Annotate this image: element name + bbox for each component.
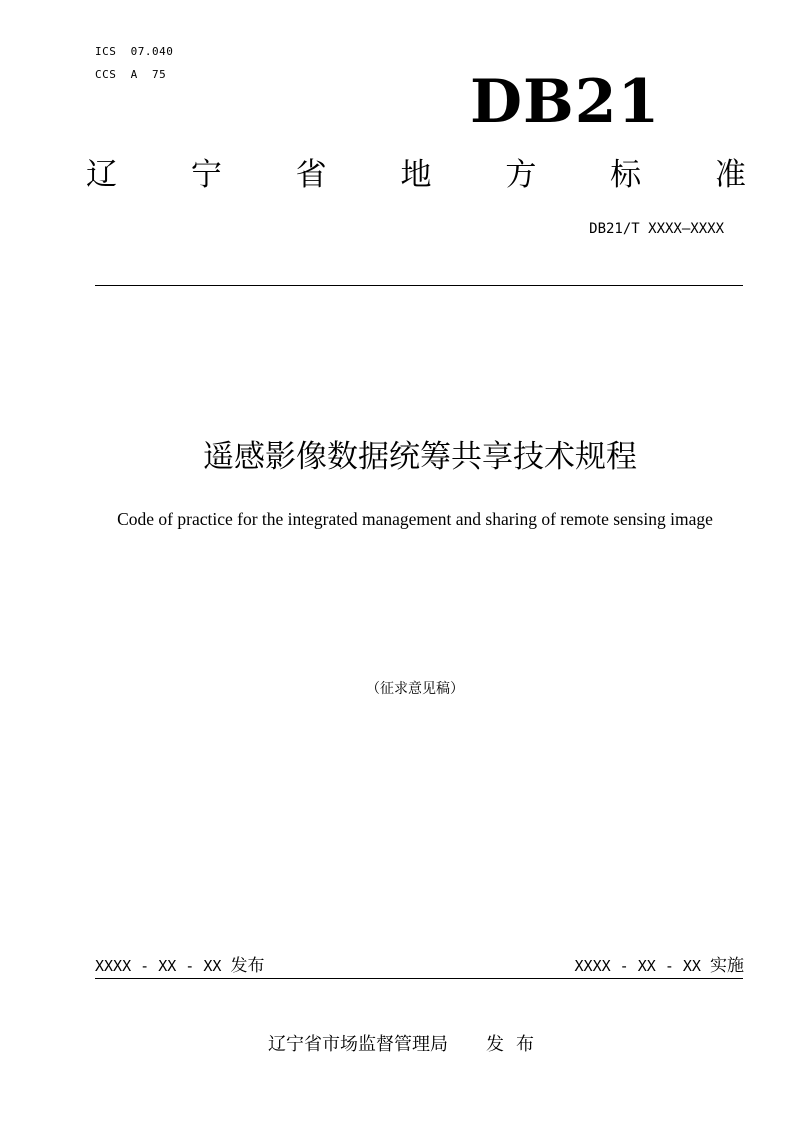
issue-date	[95, 954, 264, 978]
issue-date-suffix: 发布	[230, 956, 265, 976]
draft-status-label: （征求意见稿）	[366, 681, 464, 697]
db-code-logo: DB21	[470, 67, 661, 137]
ccs-code: CCS A 75	[95, 68, 167, 81]
document-title: 遥感影像数据统筹共享技术规程	[203, 439, 637, 475]
standard-type-char: 省	[295, 157, 327, 193]
standard-type-char: 宁	[190, 157, 222, 193]
standard-number: DB21/T XXXX—XXXX	[589, 221, 724, 237]
classification-codes	[95, 40, 173, 86]
implementation-date-value: XXXX - XX - XX	[574, 957, 701, 975]
issuing-authority-line	[268, 1032, 546, 1058]
footer-divider	[95, 978, 743, 979]
standard-type-char: 辽	[86, 157, 117, 193]
issuing-authority: 辽宁省市场监督管理局	[268, 1034, 448, 1055]
publish-label: 发布	[486, 1034, 546, 1055]
implementation-date-suffix: 实施	[710, 956, 744, 976]
issue-date-value: XXXX - XX - XX	[95, 957, 222, 975]
document-english-title: Code of practice for the integrated management and sharing of remote sensing image	[117, 509, 713, 529]
implementation-date	[575, 954, 744, 978]
ics-code: ICS 07.040	[95, 45, 174, 58]
standard-type-char: 准	[714, 157, 746, 193]
standard-type-char: 地	[400, 157, 432, 193]
standard-type-title	[86, 150, 746, 200]
standard-type-char: 标	[610, 157, 642, 193]
standard-type-char: 方	[505, 157, 537, 193]
header-divider	[95, 285, 743, 286]
